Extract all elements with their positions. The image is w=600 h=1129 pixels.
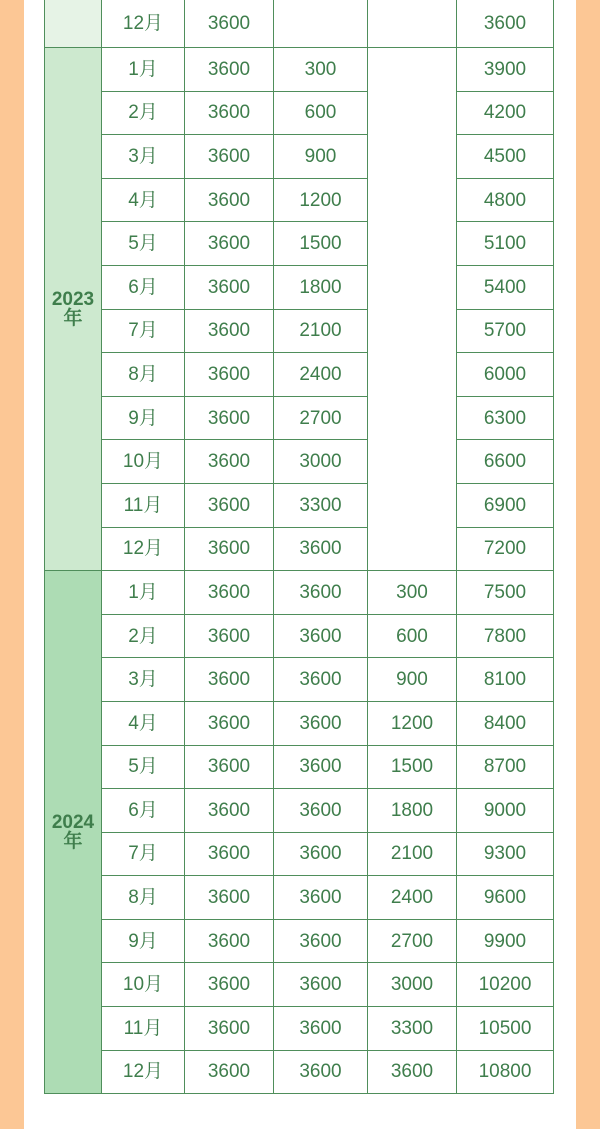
total-cell: 10800 [457,1050,554,1094]
value-cell-b: 3300 [274,483,368,527]
value-cell-b: 1500 [274,222,368,266]
value-cell-b: 2400 [274,353,368,397]
month-cell: 2月 [102,91,185,135]
total-cell: 8700 [457,745,554,789]
value-cell-a: 3600 [185,919,274,963]
value-cell-a: 3600 [185,440,274,484]
table-row [45,745,554,789]
total-cell: 7500 [457,571,554,615]
value-cell-a: 3600 [185,789,274,833]
month-cell: 1月 [102,48,185,92]
value-cell-b: 3600 [274,876,368,920]
total-cell: 8400 [457,701,554,745]
month-cell: 3月 [102,135,185,179]
month-cell: 12月 [102,527,185,571]
value-cell-c: 2100 [368,832,457,876]
month-cell: 6月 [102,265,185,309]
total-cell: 9000 [457,789,554,833]
value-cell-a: 3600 [185,963,274,1007]
empty-cell [368,48,457,571]
month-cell: 12月 [102,1050,185,1094]
total-cell: 4800 [457,178,554,222]
value-cell-b: 2100 [274,309,368,353]
table-row [45,396,554,440]
total-cell: 10200 [457,963,554,1007]
table-row [45,483,554,527]
value-cell-c: 900 [368,658,457,702]
month-cell: 11月 [102,1007,185,1051]
left-frame [0,0,24,1129]
table-row [45,919,554,963]
value-cell-c: 300 [368,571,457,615]
table-row [45,48,554,92]
value-cell-b: 3600 [274,1050,368,1094]
value-cell-a: 3600 [185,483,274,527]
month-cell: 5月 [102,745,185,789]
value-cell-c: 2400 [368,876,457,920]
total-cell: 4500 [457,135,554,179]
empty-cell [274,0,368,48]
value-cell-b: 3600 [274,614,368,658]
value-cell-b: 900 [274,135,368,179]
value-cell-a: 3600 [185,701,274,745]
value-cell-c: 3300 [368,1007,457,1051]
month-cell: 5月 [102,222,185,266]
month-cell: 1月 [102,571,185,615]
month-cell: 12月 [102,0,185,48]
value-cell-b: 3600 [274,658,368,702]
value-cell-c: 1500 [368,745,457,789]
table-row [45,963,554,1007]
table-row [45,222,554,266]
month-cell: 4月 [102,701,185,745]
value-cell-b: 1200 [274,178,368,222]
value-cell-a: 3600 [185,0,274,48]
year-label: 2023 [51,289,95,311]
total-cell: 7200 [457,527,554,571]
value-cell-b: 300 [274,48,368,92]
year-unit: 年 [63,831,83,853]
value-cell-b: 3600 [274,1007,368,1051]
table-row [45,701,554,745]
year-cell-2023 [45,48,102,571]
value-cell-a: 3600 [185,658,274,702]
value-cell-b: 3000 [274,440,368,484]
month-cell: 8月 [102,876,185,920]
month-cell: 9月 [102,396,185,440]
total-cell: 6600 [457,440,554,484]
table-row [45,789,554,833]
value-cell-b: 3600 [274,832,368,876]
value-cell-b: 3600 [274,571,368,615]
value-cell-c: 3600 [368,1050,457,1094]
month-cell: 3月 [102,658,185,702]
total-cell: 10500 [457,1007,554,1051]
year-unit: 年 [63,308,83,330]
total-cell: 8100 [457,658,554,702]
year-label: 2024 [51,812,95,834]
value-cell-c: 600 [368,614,457,658]
total-cell: 9300 [457,832,554,876]
value-cell-b: 3600 [274,919,368,963]
month-cell: 4月 [102,178,185,222]
table-row [45,440,554,484]
table-row [45,658,554,702]
value-cell-a: 3600 [185,614,274,658]
table-row [45,614,554,658]
value-cell-b: 3600 [274,745,368,789]
total-cell: 3600 [457,0,554,48]
table-sheet [24,0,576,1129]
value-cell-a: 3600 [185,396,274,440]
total-cell: 4200 [457,91,554,135]
value-cell-b: 3600 [274,963,368,1007]
total-cell: 7800 [457,614,554,658]
table-row [45,0,554,48]
value-cell-a: 3600 [185,1007,274,1051]
right-frame [576,0,600,1129]
total-cell: 5400 [457,265,554,309]
value-cell-a: 3600 [185,745,274,789]
table-row [45,1007,554,1051]
month-cell: 2月 [102,614,185,658]
value-cell-a: 3600 [185,876,274,920]
table-row [45,876,554,920]
total-cell: 6000 [457,353,554,397]
total-cell: 3900 [457,48,554,92]
value-cell-b: 3600 [274,701,368,745]
table-row [45,135,554,179]
value-cell-a: 3600 [185,48,274,92]
month-cell: 7月 [102,832,185,876]
value-cell-a: 3600 [185,527,274,571]
value-cell-a: 3600 [185,1050,274,1094]
month-cell: 8月 [102,353,185,397]
table-row [45,265,554,309]
total-cell: 9900 [457,919,554,963]
year-cell-previous [45,0,102,48]
month-cell: 10月 [102,440,185,484]
table-row [45,527,554,571]
month-cell: 10月 [102,963,185,1007]
value-cell-a: 3600 [185,309,274,353]
month-cell: 6月 [102,789,185,833]
value-cell-b: 600 [274,91,368,135]
value-cell-a: 3600 [185,222,274,266]
value-cell-a: 3600 [185,178,274,222]
table-row [45,832,554,876]
value-cell-b: 3600 [274,527,368,571]
table-row [45,309,554,353]
total-cell: 6900 [457,483,554,527]
value-cell-c: 1200 [368,701,457,745]
table-row [45,178,554,222]
value-cell-c: 2700 [368,919,457,963]
table-row [45,571,554,615]
value-cell-b: 1800 [274,265,368,309]
table-row [45,353,554,397]
value-cell-b: 2700 [274,396,368,440]
value-cell-b: 3600 [274,789,368,833]
table-row [45,1050,554,1094]
value-cell-a: 3600 [185,135,274,179]
value-cell-c: 1800 [368,789,457,833]
value-cell-a: 3600 [185,265,274,309]
value-cell-a: 3600 [185,832,274,876]
year-cell-2024 [45,571,102,1094]
total-cell: 6300 [457,396,554,440]
total-cell: 9600 [457,876,554,920]
savings-table [44,0,554,1094]
empty-cell [368,0,457,48]
value-cell-a: 3600 [185,353,274,397]
value-cell-a: 3600 [185,91,274,135]
value-cell-c: 3000 [368,963,457,1007]
table-row [45,91,554,135]
month-cell: 11月 [102,483,185,527]
month-cell: 9月 [102,919,185,963]
value-cell-a: 3600 [185,571,274,615]
total-cell: 5700 [457,309,554,353]
total-cell: 5100 [457,222,554,266]
month-cell: 7月 [102,309,185,353]
